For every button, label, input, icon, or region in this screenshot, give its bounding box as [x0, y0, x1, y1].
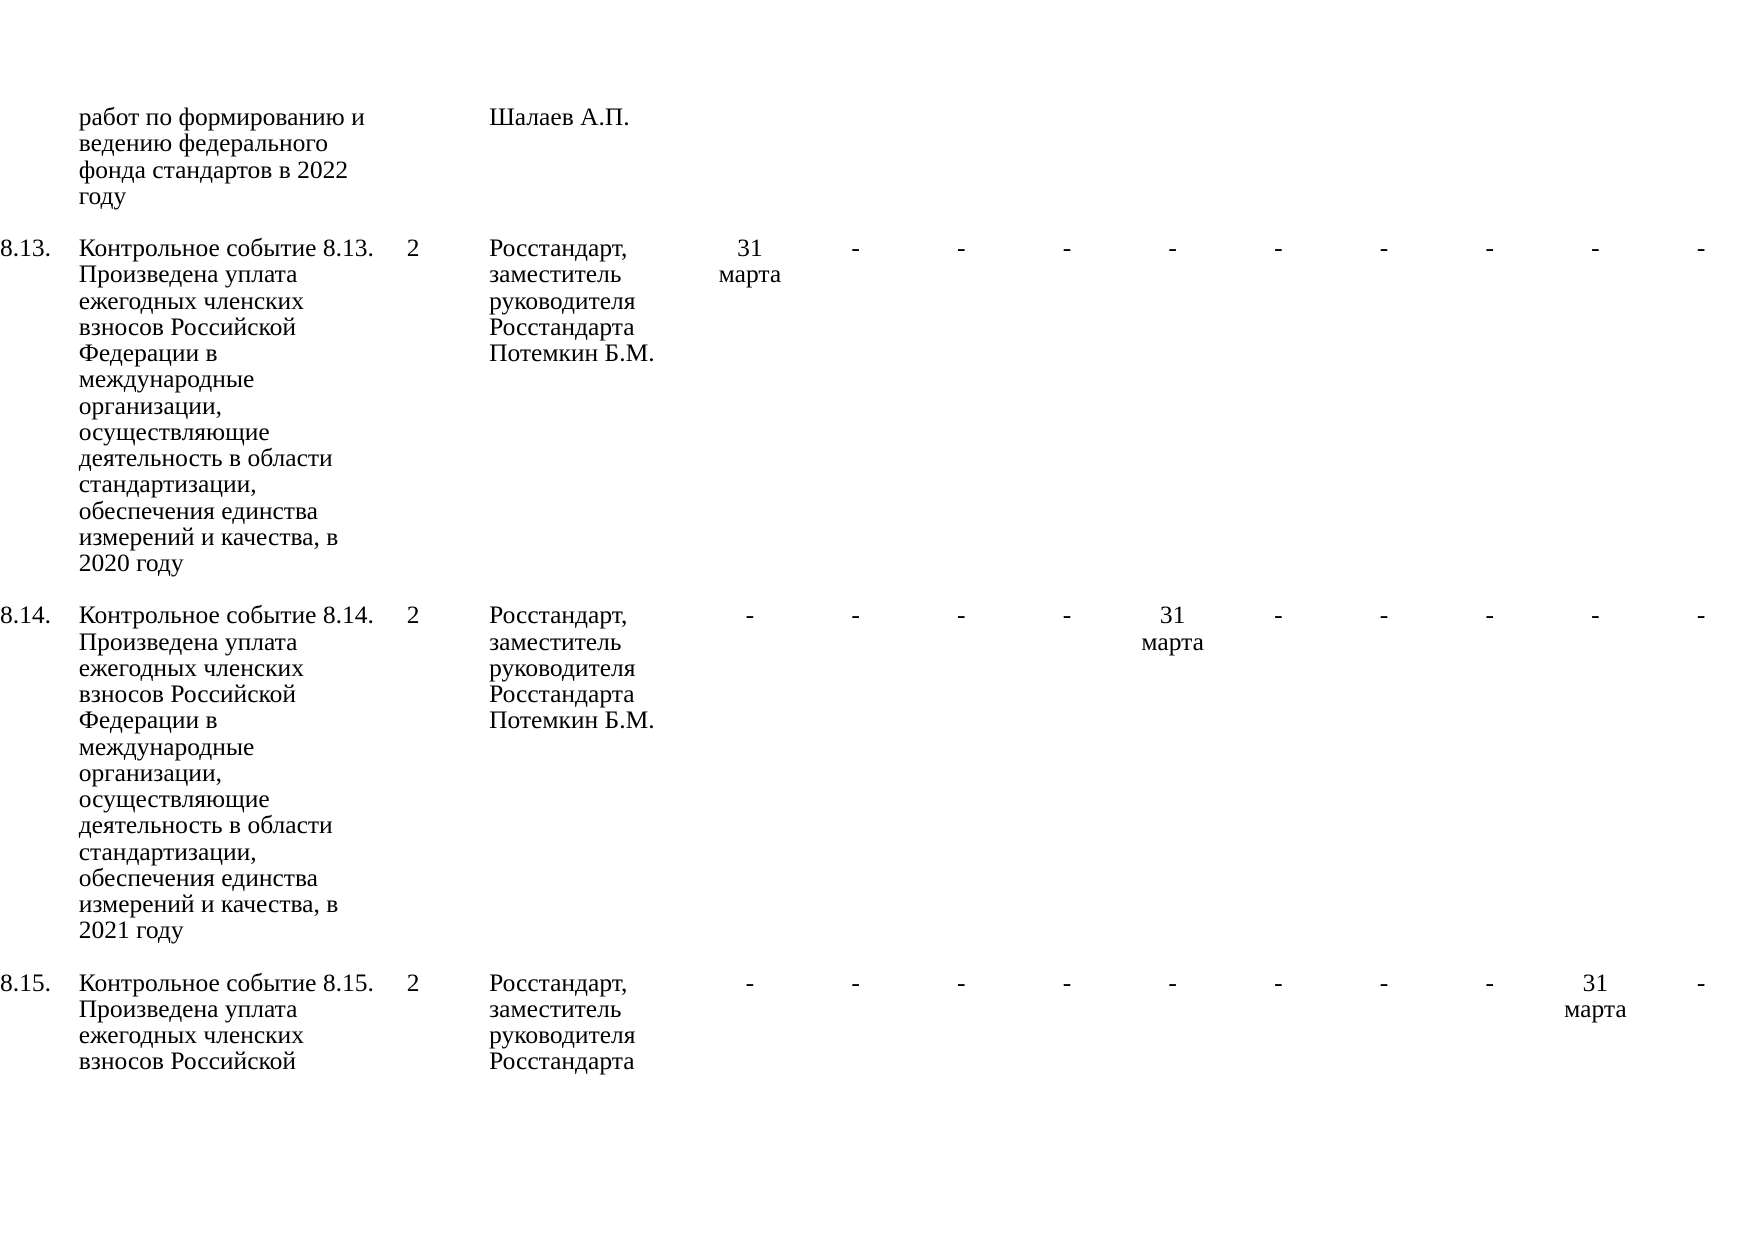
date-day: -: [957, 233, 966, 262]
date-day: -: [1274, 600, 1283, 630]
date-day: -: [745, 967, 755, 997]
date-cell-9: [1543, 967, 1649, 1075]
date-day: -: [1062, 233, 1072, 262]
event-name: [78, 967, 383, 1076]
date-cell-9: [1543, 602, 1649, 943]
event-name-line: деятельность в области: [78, 443, 333, 472]
row-gap-cell: [0, 209, 1754, 235]
event-name-line: деятельность в области: [78, 810, 333, 840]
date-day: -: [745, 600, 755, 630]
date-cell-3: [908, 104, 1014, 209]
count-value-value: 2: [406, 600, 420, 630]
responsible-party: [489, 602, 697, 943]
date-day: -: [1168, 233, 1177, 262]
event-name-line: Произведена уплата: [78, 259, 298, 289]
event-name-line: Контрольное событие 8.14.: [78, 600, 374, 630]
count-value: [382, 104, 444, 209]
event-name-line: работ по формированию и: [78, 102, 365, 131]
responsible-party: [489, 235, 697, 576]
date-day: -: [1274, 967, 1283, 997]
row-number-value: 8.14.: [0, 600, 51, 630]
responsible-party-line: заместитель: [489, 993, 622, 1023]
date-cell-3: [908, 967, 1014, 1075]
event-name-line: обеспечения единства: [78, 495, 318, 525]
responsible-party: [489, 104, 697, 209]
date-day: 31: [1159, 600, 1186, 630]
count-value-value: 2: [406, 967, 420, 997]
event-name-line: Контрольное событие 8.15.: [78, 967, 374, 997]
row-number: [0, 602, 79, 943]
date-day: -: [1168, 967, 1177, 997]
date-day: -: [1379, 967, 1389, 997]
row-number: [0, 967, 79, 1075]
event-name-line: 2020 году: [78, 548, 184, 577]
date-day: -: [1062, 600, 1072, 630]
event-name-line: стандартизации,: [78, 469, 257, 499]
date-cell-7: [1331, 602, 1437, 943]
table-row: [0, 970, 1754, 1075]
date-cell-4: [1014, 104, 1120, 209]
count-value-value: 2: [406, 233, 420, 262]
date-month: марта: [718, 259, 782, 289]
event-name-line: взносов Российской: [78, 679, 297, 708]
event-name-line: 2021 году: [78, 915, 184, 945]
responsible-party-line: руководителя: [489, 1020, 636, 1049]
date-day: -: [1696, 600, 1706, 630]
count-value: [382, 967, 444, 1075]
event-name-line: ежегодных членских: [78, 285, 304, 315]
top-margin-spacer: [0, 0, 1754, 104]
responsible-party: [489, 967, 697, 1076]
event-name-line: измерений и качества, в: [78, 521, 339, 551]
spacer-cell: [444, 602, 489, 943]
responsible-party-line: заместитель: [489, 259, 622, 289]
date-day: -: [1379, 600, 1389, 630]
date-cell-10: [1648, 235, 1754, 576]
responsible-party-line: Потемкин Б.М.: [489, 338, 655, 367]
date-month: марта: [1564, 993, 1627, 1023]
date-cell-2: [803, 967, 909, 1075]
event-name-line: Федерации в: [78, 705, 218, 735]
date-cell-6: [1226, 967, 1332, 1075]
row-number: [0, 104, 79, 209]
event-name: [79, 235, 383, 576]
date-cell-1: [697, 602, 803, 943]
date-cell-2: [803, 602, 909, 943]
date-day: -: [1062, 967, 1072, 997]
date-cell-5: [1120, 967, 1226, 1075]
event-name-line: ежегодных членских: [78, 652, 304, 682]
date-cell-3: [908, 602, 1014, 943]
date-cell-10: [1648, 602, 1754, 943]
event-name: [79, 602, 383, 943]
date-cell-9: [1543, 235, 1649, 576]
event-name-line: ведению федерального: [78, 128, 329, 158]
date-cell-10: [1648, 104, 1754, 209]
row-number: [0, 235, 79, 576]
date-day: -: [1696, 967, 1706, 997]
date-cell-1: [697, 967, 803, 1075]
date-cell-6: [1226, 602, 1332, 943]
event-name-line: Федерации в: [78, 338, 218, 367]
date-day: -: [1274, 233, 1283, 262]
event-name-line: ежегодных членских: [78, 1020, 304, 1049]
date-cell-7: [1331, 104, 1437, 209]
row-gap: [0, 944, 1754, 970]
row-number-value: 8.15.: [0, 967, 51, 997]
table-row-continued: [0, 104, 1754, 209]
responsible-party-line: заместитель: [489, 626, 622, 656]
date-day: -: [1591, 600, 1600, 630]
event-name-line: международные: [78, 364, 255, 394]
responsible-party-line: Росстандарт,: [489, 967, 628, 997]
date-day: -: [1485, 600, 1494, 630]
event-name-line: измерений и качества, в: [78, 889, 339, 918]
date-cell-1: [697, 235, 803, 576]
date-cell-3: [908, 235, 1014, 576]
responsible-party-line: Росстандарта: [489, 679, 635, 708]
date-day: -: [851, 967, 860, 997]
date-cell-8: [1437, 235, 1543, 576]
date-day: -: [851, 233, 860, 262]
row-number-value: 8.13.: [0, 233, 51, 262]
count-value: [382, 602, 444, 943]
date-cell-2: [803, 235, 909, 576]
date-day: -: [851, 600, 860, 630]
date-cell-10: [1648, 967, 1754, 1075]
date-day: -: [1485, 233, 1494, 262]
event-name-line: Произведена уплата: [78, 993, 298, 1023]
event-name-line: взносов Российской: [78, 311, 297, 341]
row-gap-cell: [0, 576, 1754, 602]
date-day: -: [1696, 233, 1706, 262]
event-name-line: взносов Российской: [78, 1046, 297, 1076]
responsible-party-line: Росстандарт,: [489, 233, 628, 262]
date-cell-4: [1014, 235, 1120, 576]
event-name-line: фонда стандартов в 2022: [78, 154, 349, 184]
responsible-party-line: Росстандарта: [489, 1046, 635, 1076]
row-gap: [0, 209, 1754, 235]
event-name-line: Контрольное событие 8.13.: [78, 233, 374, 262]
date-month: марта: [1141, 626, 1204, 656]
date-cell-8: [1437, 602, 1543, 943]
event-name-line: году: [78, 180, 127, 210]
date-day: -: [1591, 233, 1600, 262]
event-name-line: осуществляющие: [78, 416, 270, 446]
row-gap-cell: [0, 944, 1754, 970]
date-cell-5: [1120, 104, 1226, 209]
responsible-party-line: Шалаев А.П.: [489, 102, 630, 131]
event-name-line: организации,: [78, 757, 222, 787]
date-day: -: [1379, 233, 1389, 262]
event-name-line: Произведена уплата: [78, 626, 298, 656]
event-name-line: стандартизации,: [78, 836, 257, 866]
date-cell-4: [1014, 967, 1120, 1075]
date-cell-8: [1437, 104, 1543, 209]
responsible-party-line: руководителя: [489, 285, 636, 315]
date-day: -: [1485, 967, 1494, 997]
table-row: [0, 602, 1754, 943]
date-cell-9: [1543, 104, 1649, 209]
responsible-party-line: Росстандарт,: [489, 600, 628, 630]
spacer-cell: [444, 970, 489, 1075]
event-name-line: осуществляющие: [78, 784, 270, 813]
event-name-line: международные: [78, 731, 255, 761]
responsible-party-line: руководителя: [489, 652, 636, 682]
date-cell-6: [1226, 235, 1332, 576]
date-cell-6: [1226, 104, 1332, 209]
date-day: -: [957, 967, 966, 997]
date-cell-5: [1120, 602, 1226, 943]
date-day: -: [957, 600, 966, 630]
date-cell-8: [1437, 967, 1543, 1075]
date-cell-7: [1331, 235, 1437, 576]
row-gap: [0, 576, 1754, 602]
event-name: [79, 104, 383, 209]
responsible-party-line: Потемкин Б.М.: [489, 705, 655, 735]
event-name-line: обеспечения единства: [78, 862, 318, 892]
spacer-cell: [444, 235, 489, 576]
spacer-cell: [444, 104, 489, 209]
date-day: 31: [737, 233, 763, 262]
count-value: [382, 235, 444, 576]
date-cell-5: [1120, 235, 1226, 576]
table-row: [0, 235, 1754, 576]
date-cell-4: [1014, 602, 1120, 943]
date-cell-1: [697, 104, 803, 209]
date-cell-7: [1331, 967, 1437, 1075]
responsible-party-line: Росстандарта: [489, 311, 635, 341]
date-day: 31: [1582, 967, 1609, 997]
event-name-line: организации,: [78, 390, 222, 420]
date-cell-2: [803, 104, 909, 209]
